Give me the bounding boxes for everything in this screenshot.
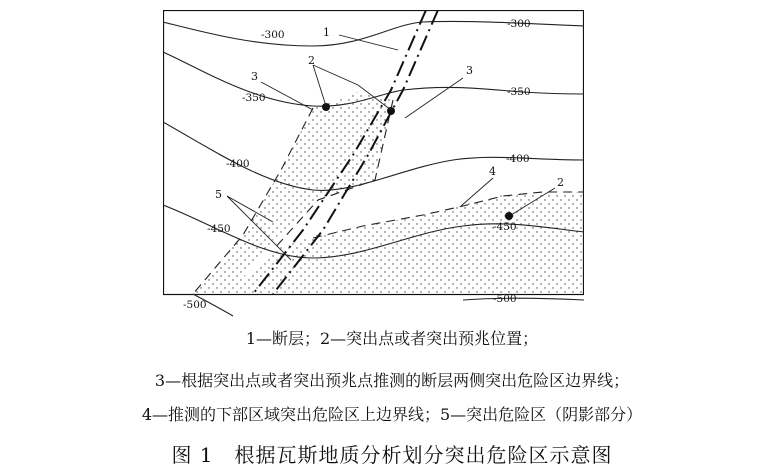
contour-label-500-left: -500 xyxy=(183,299,207,311)
contour-label-400-left: -400 xyxy=(226,158,250,170)
contour-label-450-left: -450 xyxy=(207,223,231,235)
contour-label-450-right: -450 xyxy=(493,221,517,233)
callout-3-right: 3 xyxy=(466,64,473,77)
callout-2-right: 2 xyxy=(557,176,564,189)
contour-label-300-right: -300 xyxy=(507,18,531,30)
contour-label-500-right: -500 xyxy=(493,293,517,305)
contour-label-300-left: -300 xyxy=(261,29,285,41)
callout-3-left: 3 xyxy=(251,70,258,83)
callout-4: 4 xyxy=(489,165,496,178)
outburst-point xyxy=(322,103,330,111)
figure-caption: 图 1 根据瓦斯地质分析划分突出危险区示意图 xyxy=(171,443,613,467)
contour-500 xyxy=(193,294,584,316)
geologic-map xyxy=(163,10,584,320)
contour-label-350-right: -350 xyxy=(507,86,531,98)
contour-350 xyxy=(163,52,584,106)
contour-label-400-right: -400 xyxy=(506,153,530,165)
callout-1: 1 xyxy=(323,26,330,39)
leader-3-left xyxy=(261,82,313,110)
callout-5: 5 xyxy=(215,188,222,201)
legend-line-1: 1—断层；2—突出点或者突出预兆位置； xyxy=(245,329,539,348)
legend-line-3: 4—推测的下部区域突出危险区上边界线；5—突出危险区（阴影部分） xyxy=(141,405,643,424)
leader-3-right xyxy=(405,78,463,118)
legend-line-2: 3—根据突出点或者突出预兆点推测的断层两侧突出危险区边界线； xyxy=(154,371,630,390)
contour-label-350-left: -350 xyxy=(242,92,266,104)
callout-2-top: 2 xyxy=(308,54,315,67)
outburst-point xyxy=(505,212,513,220)
